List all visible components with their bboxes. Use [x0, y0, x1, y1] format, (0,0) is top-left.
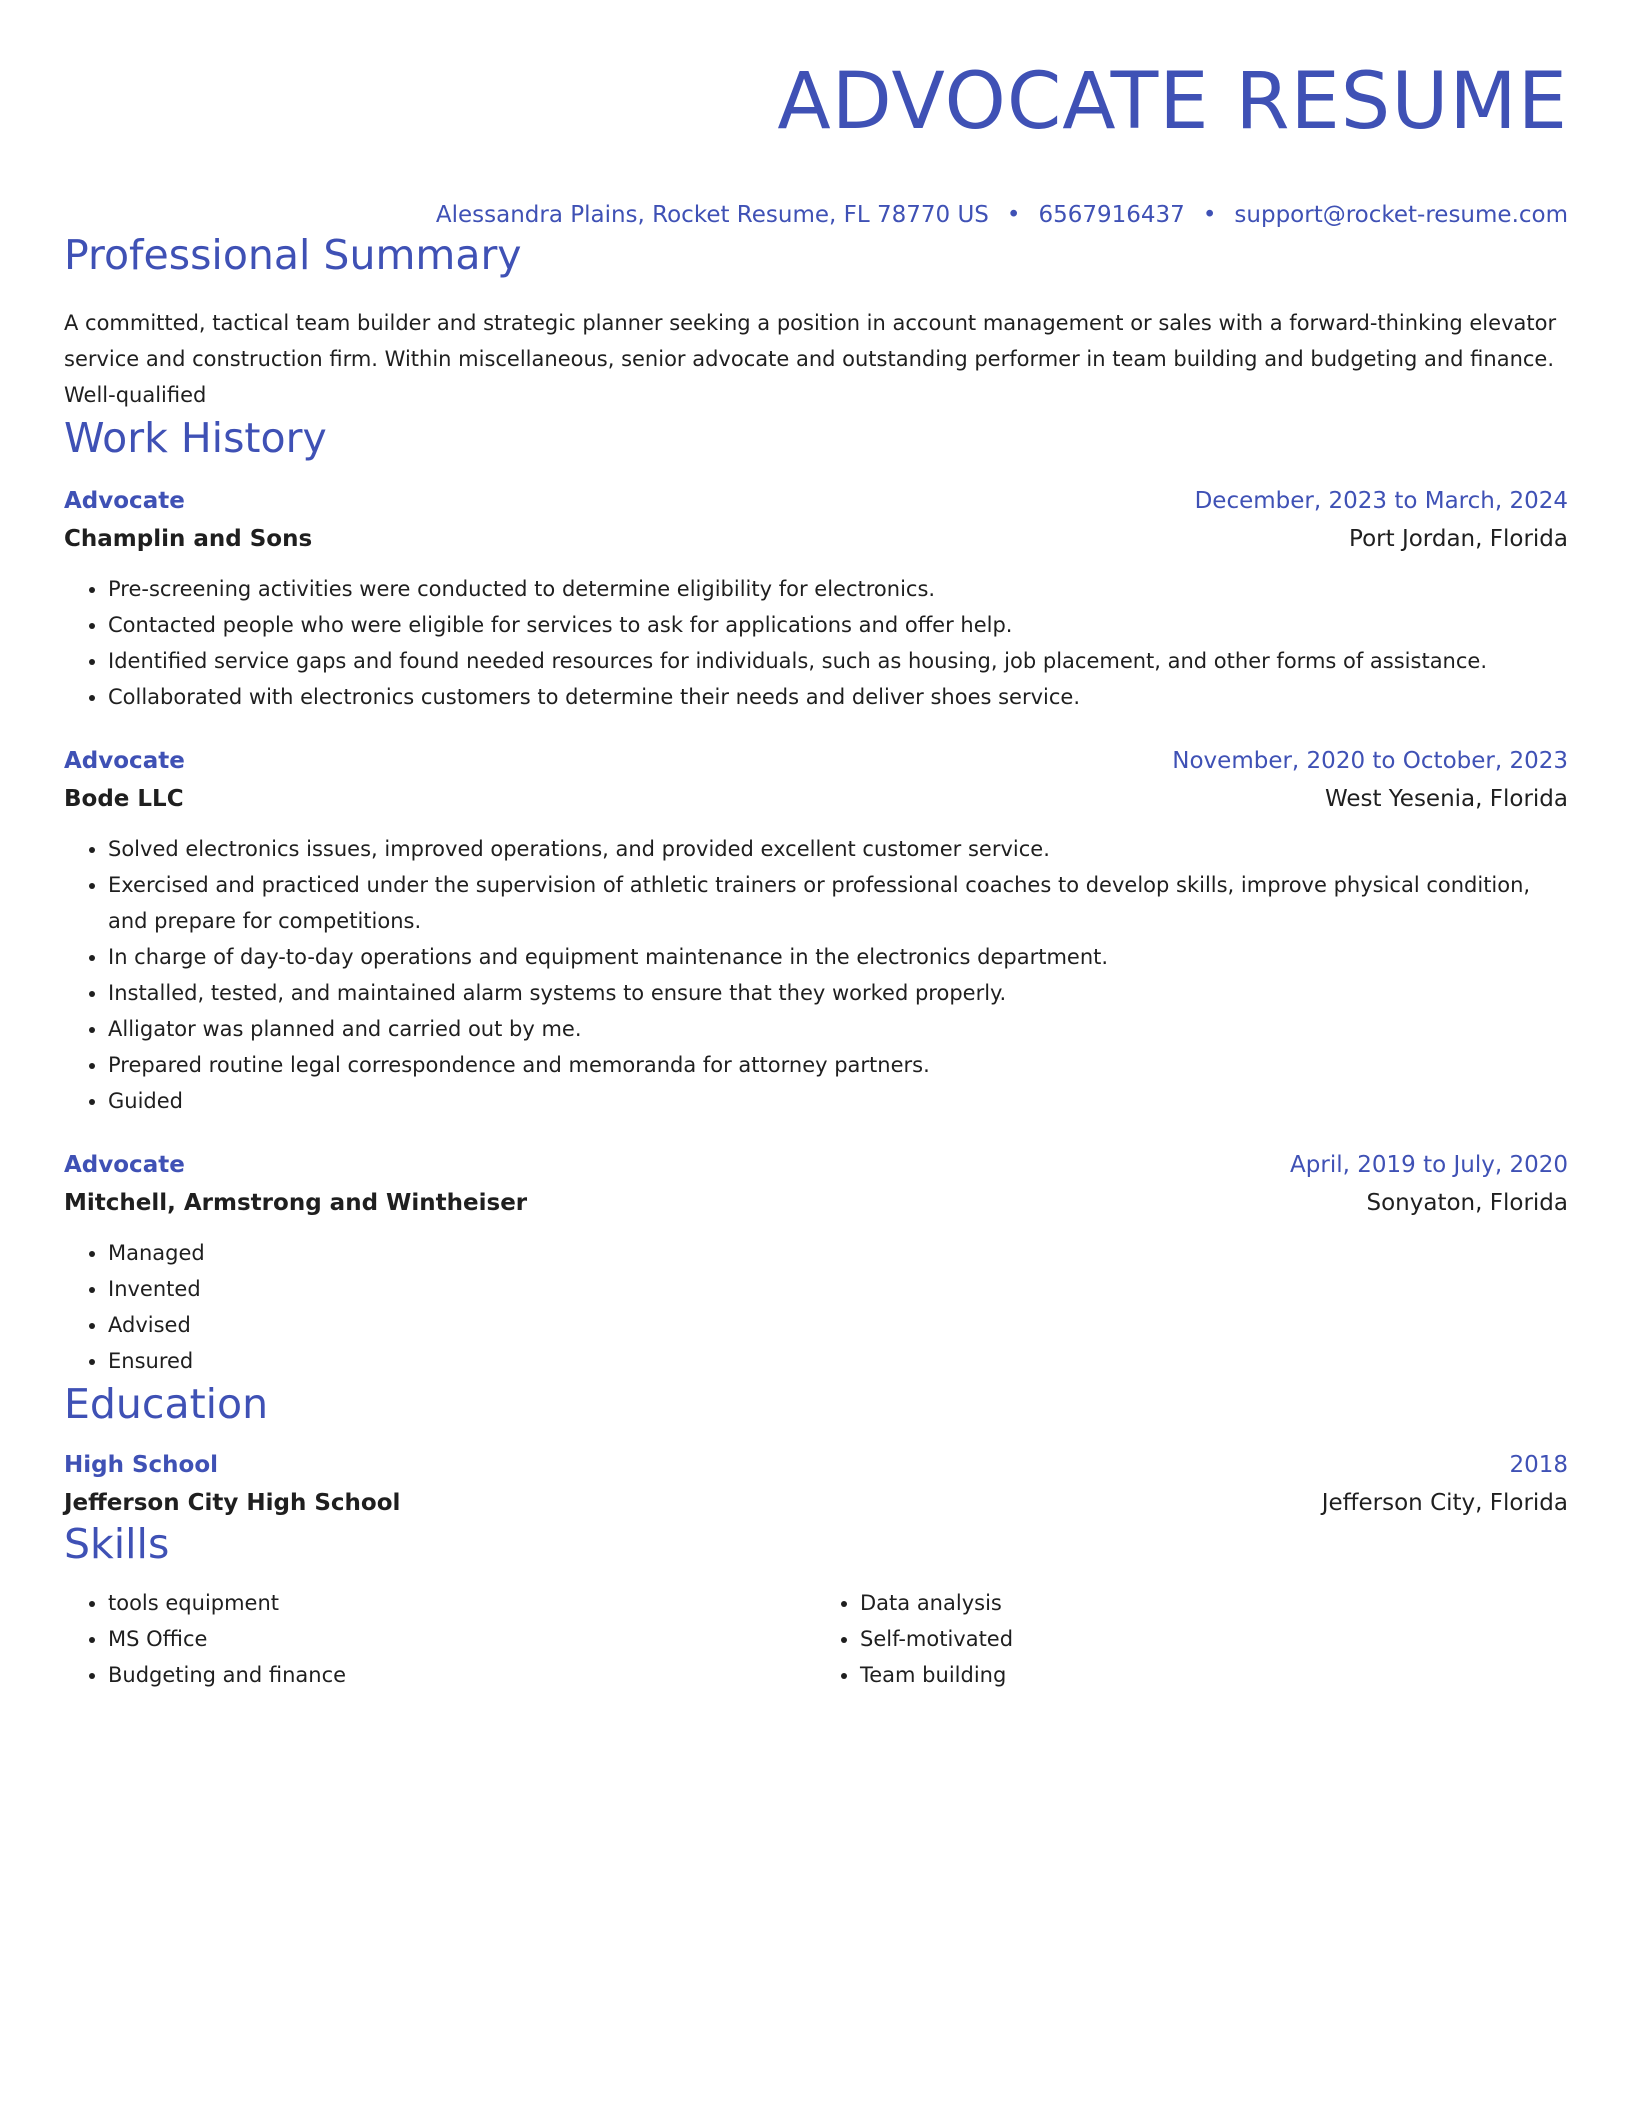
job-entry [64, 745, 1568, 1119]
job-company-row [64, 783, 1568, 815]
job-entry [64, 485, 1568, 715]
job-role: Advocate [64, 1152, 185, 1178]
job-bullets [64, 571, 1568, 715]
education-entry [64, 1449, 1568, 1519]
skills-heading: Skills [64, 1520, 170, 1568]
job-entry [64, 1149, 1568, 1379]
contact-line [64, 200, 1568, 230]
job-role: Advocate [64, 748, 185, 774]
job-company: Mitchell, Armstrong and Wintheiser [64, 1190, 528, 1216]
education-school: Jefferson City High School [64, 1490, 401, 1516]
education-year: 2018 [1509, 1452, 1568, 1478]
skill-item: • MS Office [108, 1621, 816, 1657]
contact-phone[interactable]: 6567916437 [1038, 202, 1185, 228]
job-bullet: • Invented [108, 1271, 1568, 1307]
contact-separator: • [1006, 202, 1021, 228]
job-bullet: • Contacted people who were eligible for services to ask for applications and offer help. [108, 607, 1568, 643]
job-location: Sonyaton, Florida [1366, 1190, 1568, 1216]
job-bullet: • Advised [108, 1307, 1568, 1343]
skills-list [64, 1585, 1568, 1693]
job-bullet: • Pre-screening activities were conducted to determine eligibility for electronics. [108, 571, 1568, 607]
job-company-row [64, 523, 1568, 555]
skills-column-right [816, 1585, 1568, 1693]
job-bullets [64, 1235, 1568, 1379]
skill-item: • Self-motivated [860, 1621, 1568, 1657]
education-location: Jefferson City, Florida [1321, 1490, 1568, 1516]
job-company-row [64, 1187, 1568, 1219]
job-company: Bode LLC [64, 786, 184, 812]
job-dates: December, 2023 to March, 2024 [1194, 488, 1568, 514]
contact-separator: • [1202, 202, 1217, 228]
job-title-row [64, 745, 1568, 777]
job-bullet: • Collaborated with electronics customers to determine their needs and deliver shoes service. [108, 679, 1568, 715]
job-bullet: • Managed [108, 1235, 1568, 1271]
job-bullet: • Installed, tested, and maintained alarm systems to ensure that they worked properly. [108, 975, 1568, 1011]
skills-column-left [64, 1585, 816, 1693]
job-bullet: • Solved electronics issues, improved operations, and provided excellent customer service. [108, 831, 1568, 867]
job-dates: April, 2019 to July, 2020 [1290, 1152, 1568, 1178]
education-degree-row [64, 1449, 1568, 1481]
job-bullet: • Alligator was planned and carried out by me. [108, 1011, 1568, 1047]
job-bullet: • Identified service gaps and found needed resources for individuals, such as housing, job placement, and other forms of assistance. [108, 643, 1568, 679]
skill-item: • Team building [860, 1657, 1568, 1693]
contact-address: Alessandra Plains, Rocket Resume, FL 78770 US [435, 202, 989, 228]
summary-text: A committed, tactical team builder and strategic planner seeking a position in account management or sales with a forward-thinking elevator service and construction firm. Within miscellaneous, senior advocate and outstanding performer in team building and budgeting and finance. Well-qualified [64, 311, 1557, 407]
education-school-row [64, 1487, 1568, 1519]
job-bullet: • Ensured [108, 1343, 1568, 1379]
job-bullet: • In charge of day-to-day operations and equipment maintenance in the electronics department. [108, 939, 1568, 975]
job-title-row [64, 485, 1568, 517]
education-heading: Education [64, 1380, 269, 1428]
resume-title: ADVOCATE RESUME [777, 57, 1568, 147]
job-dates: November, 2020 to October, 2023 [1172, 748, 1568, 774]
contact-email[interactable]: support@rocket-resume.com [1234, 202, 1568, 228]
job-location: West Yesenia, Florida [1324, 786, 1568, 812]
job-bullet: • Exercised and practiced under the supervision of athletic trainers or professional coaches to develop skills, improve physical condition, and prepare for competitions. [108, 867, 1568, 939]
job-bullets [64, 831, 1568, 1119]
job-location: Port Jordan, Florida [1349, 526, 1568, 552]
summary-heading: Professional Summary [64, 231, 522, 279]
education-degree: High School [64, 1452, 219, 1478]
skill-item: • Data analysis [860, 1585, 1568, 1621]
job-bullet: • Prepared routine legal correspondence and memoranda for attorney partners. [108, 1047, 1568, 1083]
job-title-row [64, 1149, 1568, 1181]
job-role: Advocate [64, 488, 185, 514]
job-bullet: • Guided [108, 1083, 1568, 1119]
skill-item: • Budgeting and finance [108, 1657, 816, 1693]
skill-item: • tools equipment [108, 1585, 816, 1621]
job-company: Champlin and Sons [64, 526, 313, 552]
work-history-heading: Work History [64, 414, 327, 462]
